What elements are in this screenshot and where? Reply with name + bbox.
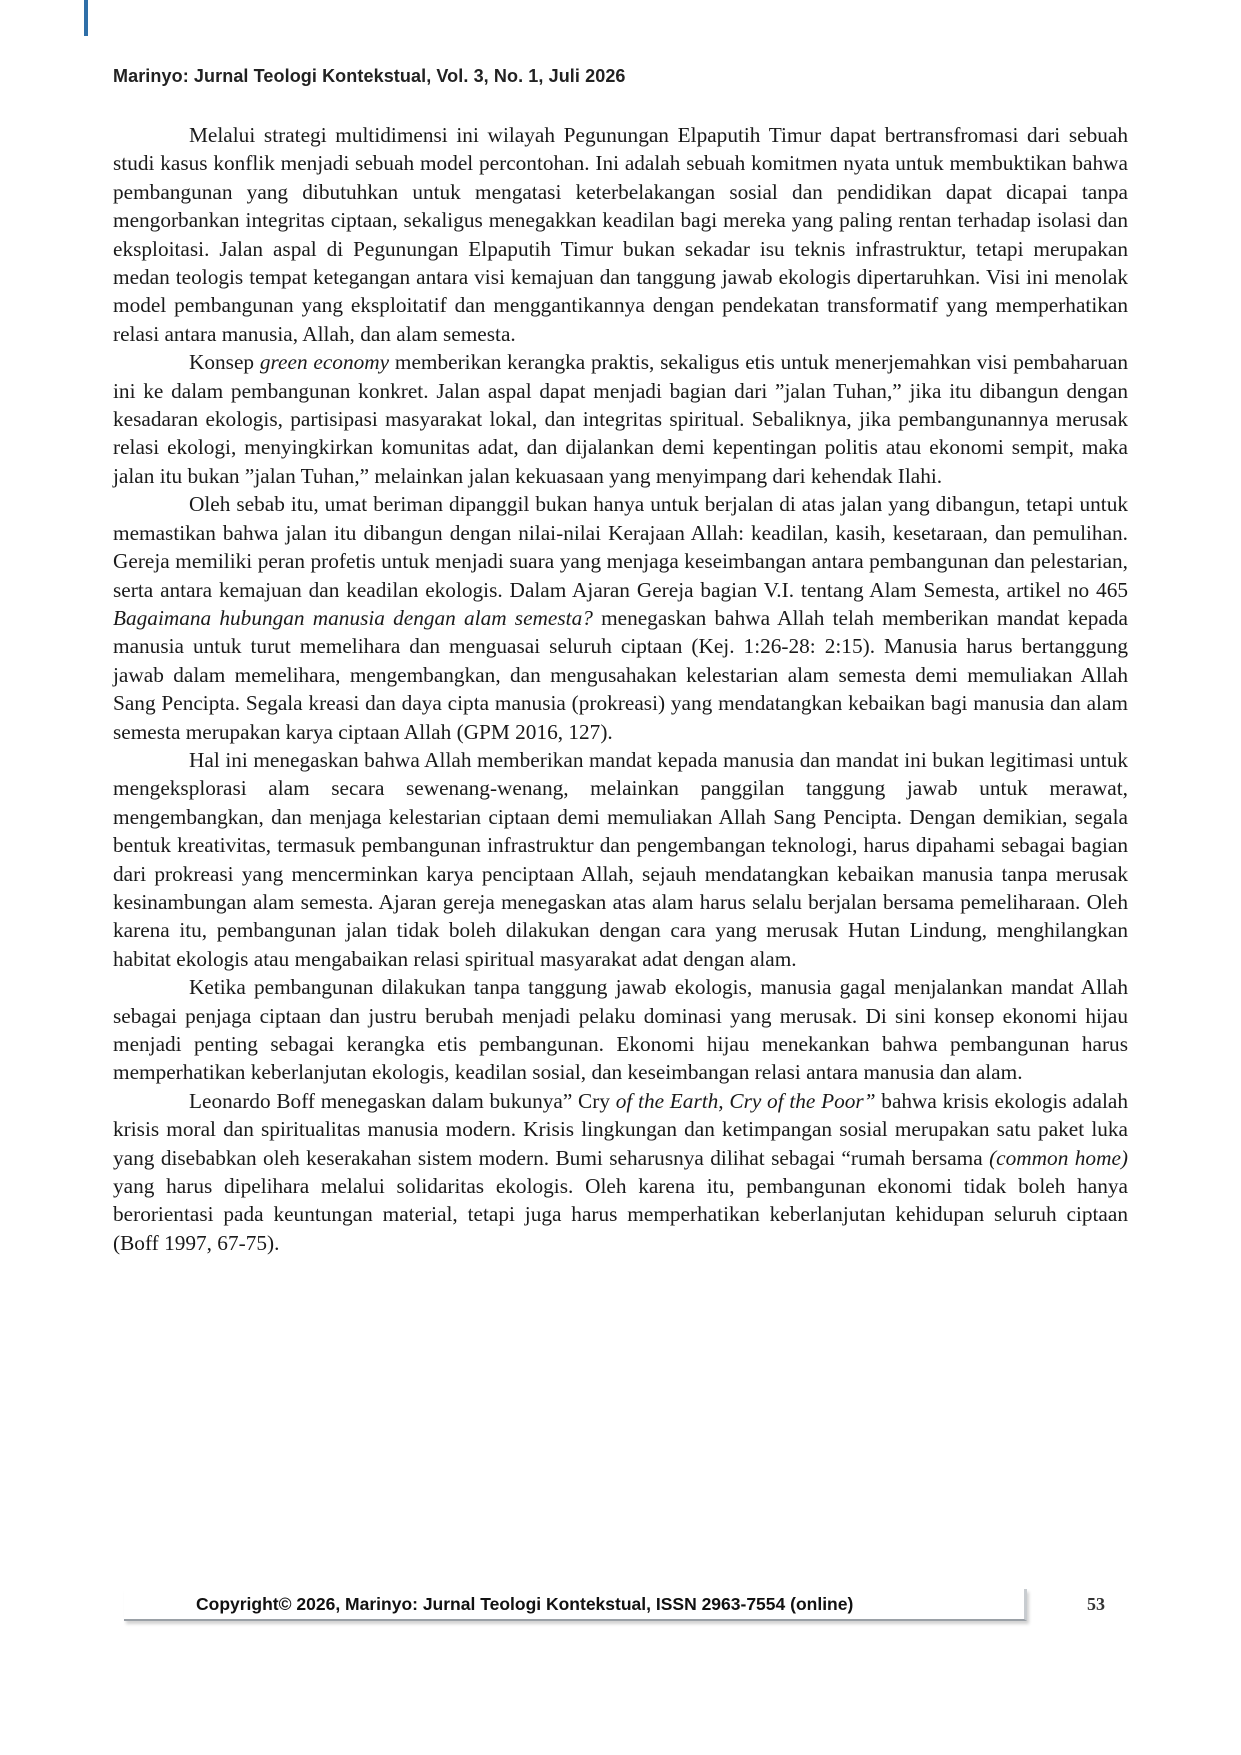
paragraph-2-text-b: memberikan kerangka praktis, sekaligus etis untuk menerjemahkan visi pembaharuan ini ke dalam pembangunan konkret. Jalan aspal dapat menjadi bagian dari ”jalan Tuhan,” jika itu dibangun dengan kesadaran ekologis, partisipasi masyarakat lokal, dan integritas spiritual. Sebaliknya, jika pembangunannya merusak relasi ekologi, menyingkirkan komunitas adat, dan dijalankan demi kepentingan politis atau ekonomi sempit, maka jalan itu bukan ”jalan Tuhan,” melainkan jalan kekuasaan yang menyimpang dari kehendak Ilahi.	[113, 350, 1129, 488]
paragraph-4: Hal ini menegaskan bahwa Allah memberikan mandat kepada manusia dan mandat ini bukan legitimasi untuk mengeksplorasi alam secara sewenang-wenang, melainkan panggilan tanggung jawab untuk merawat, mengembangkan, dan menjaga kelestarian ciptaan demi memuliakan Allah Sang Pencipta. Dengan demikian, segala bentuk kreativitas, termasuk pembangunan infrastruktur dan pengembangan teknologi, harus dipahami sebagai bagian dari prokreasi yang mencerminkan karya penciptaan Allah, sejauh mendatangkan kebaikan manusia tanpa merusak kesinambungan alam semesta. Ajaran gereja menegaskan atas alam harus selalu berjalan bersama pemeliharaan. Oleh karena itu, pembangunan jalan tidak boleh dilakukan dengan cara yang merusak Hutan Lindung, menghilangkan habitat ekologis atau mengabaikan relasi spiritual masyarakat adat dengan alam.	[113, 747, 1128, 971]
article-body	[113, 121, 1128, 1257]
paragraph-2-emphasis: green economy	[259, 350, 390, 375]
footer-copyright-box	[124, 1589, 1027, 1621]
header-accent-bar	[84, 0, 88, 36]
paragraph-6-text-b: bahwa krisis ekologis adalah krisis moral dan spiritualitas manusia modern. Krisis lingkungan dan ketimpangan sosial merupakan satu paket luka yang disebabkan oleh keserakahan sistem modern. Bumi seharusnya dilihat sebagai “rumah bersama	[113, 1088, 1128, 1170]
paragraph-6	[113, 1087, 1128, 1257]
paragraph-5: Ketika pembangunan dilakukan tanpa tanggung jawab ekologis, manusia gagal menjalankan mandat Allah sebagai penjaga ciptaan dan justru berubah menjadi pelaku dominasi yang merusak. Di sini konsep ekonomi hijau menjadi penting sebagai kerangka etis pembangunan. Ekonomi hijau menekankan bahwa pembangunan harus memperhatikan keberlanjutan ekologis, keadilan sosial, dan keseimbangan relasi antara manusia dan alam.	[113, 975, 1128, 1085]
paragraph-3-emphasis: Bagaimana hubungan manusia dengan alam semesta?	[113, 605, 593, 630]
paragraph-2	[113, 348, 1128, 490]
paragraph-3-text-a: Oleh sebab itu, umat beriman dipanggil bukan hanya untuk berjalan di atas jalan yang dibangun, tetapi untuk memastikan bahwa jalan itu dibangun dengan nilai-nilai Kerajaan Allah: keadilan, kasih, kesetaraan, dan pemulihan. Gereja memiliki peran profetis untuk menjadi suara yang menjaga keseimbangan antara pembangunan dan pelestarian, serta antara kemajuan dan keadilan ekologis. Dalam Ajaran Gereja bagian V.I. tentang Alam Semesta, artikel no 465	[113, 492, 1128, 602]
paragraph-2-text-a: Konsep	[189, 350, 260, 375]
footer-copyright: Copyright© 2026, Marinyo: Jurnal Teologi Kontekstual, ISSN 2963-7554 (online)	[196, 1594, 854, 1614]
paragraph-6-text-a: Leonardo Boff menegaskan dalam bukunya” Cry	[189, 1088, 616, 1113]
paragraph-6-emphasis-title: of the Earth, Cry of the Poor”	[615, 1088, 876, 1113]
running-head: Marinyo: Jurnal Teologi Kontekstual, Vol. 3, No. 1, Juli 2026	[113, 66, 626, 86]
paragraph-3-text-b: menegaskan bahwa Allah telah memberikan mandat kepada manusia untuk turut memelihara dan menguasai seluruh ciptaan (Kej. 1:26-28: 2:15). Manusia harus bertanggung jawab dalam memelihara, mengembangkan, dan mengusahakan kelestarian alam semesta demi memuliakan Allah Sang Pencipta. Segala kreasi dan daya cipta manusia (prokreasi) yang mendatangkan kebaikan bagi manusia dan alam semesta merupakan karya ciptaan Allah (GPM 2016, 127).	[113, 605, 1128, 744]
page-number: 53	[1087, 1594, 1105, 1614]
paragraph-6-text-c: yang harus dipelihara melalui solidaritas ekologis. Oleh karena itu, pembangunan ekonomi tidak boleh hanya berorientasi pada keuntungan material, tetapi juga harus memperhatikan keberlanjutan kehidupan seluruh ciptaan (Boff 1997, 67-75).	[113, 1174, 1128, 1255]
paragraph-6-emphasis-common-home: (common home)	[989, 1145, 1128, 1170]
paragraph-3	[113, 490, 1128, 746]
paragraph-1: Melalui strategi multidimensi ini wilayah Pegunungan Elpaputih Timur dapat bertransfromasi dari sebuah studi kasus konflik menjadi sebuah model percontohan. Ini adalah sebuah komitmen nyata untuk membuktikan bahwa pembangunan yang dibutuhkan untuk mengatasi keterbelakangan sosial dan pendidikan dapat dicapai tanpa mengorbankan integritas ciptaan, sekaligus menegakkan keadilan bagi mereka yang paling rentan terhadap isolasi dan eksploitasi. Jalan aspal di Pegunungan Elpaputih Timur bukan sekadar isu teknis infrastruktur, tetapi merupakan medan teologis tempat ketegangan antara visi kemajuan dan tanggung jawab ekologis dipertaruhkan. Visi ini menolak model pembangunan yang eksploitatif dan menggantikannya dengan pendekatan transformatif yang memperhatikan relasi antara manusia, Allah, dan alam semesta.	[113, 123, 1128, 346]
